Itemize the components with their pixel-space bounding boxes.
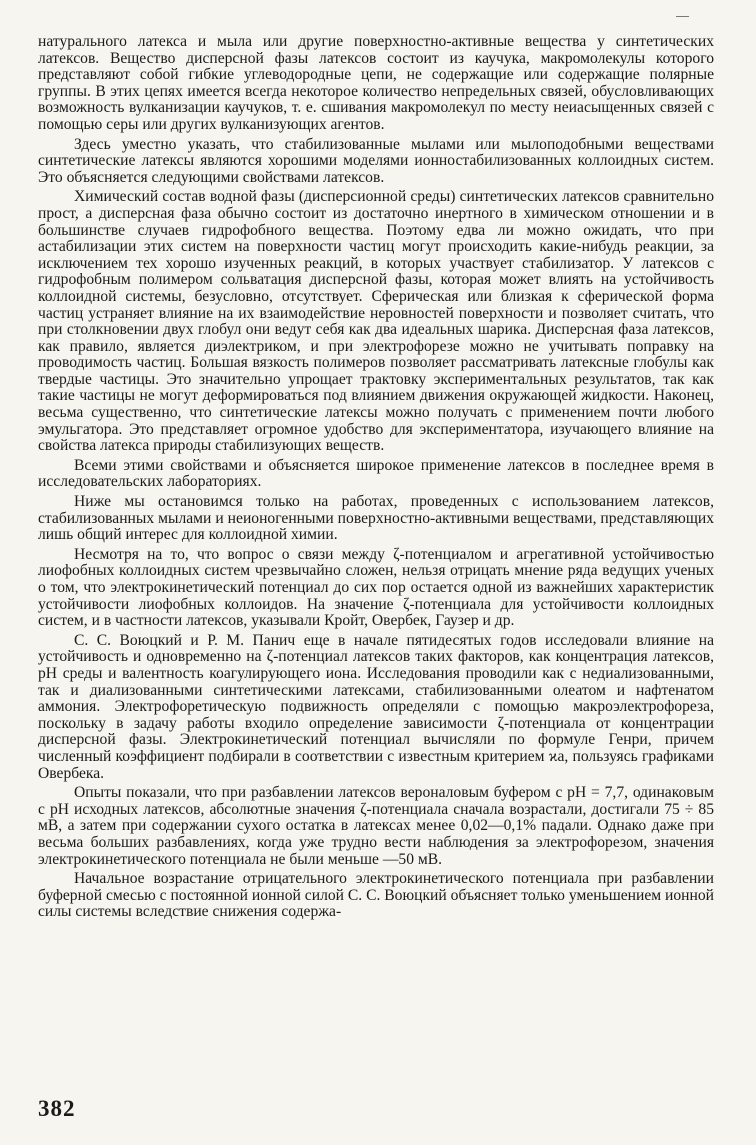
page-number: 382 [38,1096,76,1121]
page-body [38,34,714,921]
corner-mark: — [676,8,689,23]
paragraph: Ниже мы остановимся только на работах, проведенных с использованием латексов, стабилизованных мылами и неионогенными поверхностно-активными веществами, представляющих лишь общий интерес для коллоидной химии. [38,493,714,544]
paragraph: Опыты показали, что при разбавлении латексов вероналовым буфером с pH = 7,7, одинаковым с pH исходных латексов, абсолютные значения ζ-потенциала сначала возрастали, достигали 75 ÷ 85 мВ, а затем при содержании сухого остатка в латексах менее 0,02—0,1% падали. Однако даже при весьма больших разбавлениях, когда уже трудно вести наблюдения за электрофорезом, значения электрокинетического потенциала не были меньше —50 мВ. [38,784,714,868]
paragraph: Начальное возрастание отрицательного электрокинетического потенциала при разбавлении буферной смесью с постоянной ионной силой С. С. Воюцкий объясняет только уменьшением ионной силы системы вследствие снижения содержа- [38,870,714,921]
paragraph: Всеми этими свойствами и объясняется широкое применение латексов в последнее время в исследовательских лабораториях. [38,456,714,491]
paragraph: С. С. Воюцкий и Р. М. Панич еще в начале пятидесятых годов исследовали влияние на устойчивость и одновременно на ζ-потенциал латексов таких факторов, как концентрация латексов, pH среды и валентность коагулирующего иона. Исследования проводили как с недиализованными, так и диализованными синтетическими латексами, стабилизованными олеатом и нафтенатом аммония. Электрофоретическую подвижность определяли с помощью макроэлектрофореза, поскольку в задачу работы входило определение зависимости ζ-потенциала от концентрации дисперсной фазы. Электрокинетический потенциал вычисляли по формуле Генри, причем численный коэффициент подбирали в соответствии с известным критерием ϰa, пользуясь графиками Овербека. [38,631,714,782]
paragraph-continuation: натурального латекса и мыла или другие поверхностно-активные вещества у синтетических латексов. Вещество дисперсной фазы латексов состоит из каучука, макромолекулы которого представляют собой гибкие углеводородные цепи, не содержащие или содержащие полярные группы. В этих цепях имеется всегда некоторое количество непредельных связей, обусловливающих возможность вулканизации каучуков, т. е. сшивания макромолекул по месту неиасыщенных связей с помощью серы или других вулканизующих агентов. [38,33,714,133]
paragraph: Несмотря на то, что вопрос о связи между ζ-потенциалом и агрегативной устойчивостью лиофобных коллоидных систем чрезвычайно сложен, нельзя отрицать мнение ряда ведущих ученых о том, что электрокинетический потенциал до сих пор остается одной из важнейших характеристик устойчивости лиофобных коллоидов. На значение ζ-потенциала для устойчивости коллоидных систем, и в частности латексов, указывали Кройт, Овербек, Гаузер и др. [38,545,714,630]
paragraph: Химический состав водной фазы (дисперсионной среды) синтетических латексов сравнительно прост, а дисперсная фаза обычно состоит из достаточно инертного в химическом отношении и в большинстве случаев гидрофобного вещества. Поэтому едва ли можно ожидать, что при астабилизации этих систем на поверхности частиц могут происходить какие-нибудь реакции, за исключением тех хорошо изученных реакций, в которых участвует стабилизатор. У латексов с гидрофобным полимером сольватация дисперсной фазы, которая может влиять на устойчивость коллоидной системы, безусловно, отсутствует. Сферическая или близкая к сферической форма частиц устраняет влияние на их взаимодействие неровностей поверхности и позволяет считать, что при столкновении двух глобул они ведут себя как два идеальных шарика. Дисперсная фаза латексов, как правило, является диэлектриком, и при электрофорезе можно не учитывать поправку на проводимость частиц. Большая вязкость полимеров позволяет рассматривать латексные глобулы как твердые частицы. Это значительно упрощает трактовку экспериментальных результатов, так как такие частицы не могут деформироваться под влиянием движения окружающей жидкости. Наконец, весьма существенно, что синтетические латексы можно получать с применением почти любого эмульгатора. Это представляет огромное удобство для экспериментатора, изучающего влияние на свойства латекса природы стабилизующих веществ. [38,188,714,455]
paragraph: Здесь уместно указать, что стабилизованные мылами или мылоподобными веществами синтетические латексы являются хорошими моделями ионностабилизованных коллоидных систем. Это объясняется следующими свойствами латексов. [38,135,714,186]
